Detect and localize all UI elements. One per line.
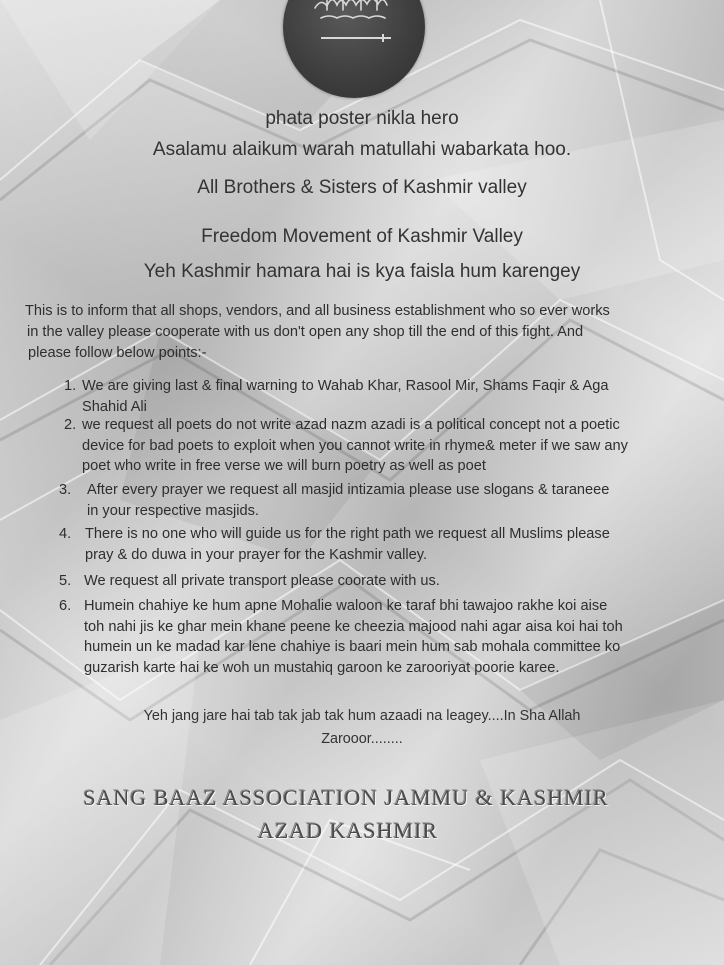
point-1	[64, 376, 608, 417]
point-text: guzarish karte hai ke woh un mustahiq garoon ke zarooriyat poorie karee.	[84, 659, 560, 676]
point-text: humein un ke madad kar lene chahiye is baari mein hum sab mohala committee ko	[84, 639, 621, 655]
point-text: There is no one who will guide us for the right path we request all Muslims please	[85, 526, 610, 542]
closing-prayer	[0, 705, 724, 750]
point-number: 6.	[59, 598, 72, 614]
point-number: 4.	[59, 526, 72, 542]
title-phata-poster: phata poster nikla hero	[265, 108, 459, 129]
addressee: All Brothers & Sisters of Kashmir valley	[197, 177, 527, 198]
intro-line: in the valley please cooperate with us don't open any shop till the end of this fight. And	[27, 324, 584, 340]
point-number: 2.	[64, 417, 77, 433]
point-number: 5.	[59, 573, 72, 589]
point-4	[59, 524, 610, 565]
point-text: We are giving last & final warning to Wahab Khar, Rasool Mir, Shams Faqir & Aga	[82, 378, 609, 394]
point-text: toh nahi jis ke ghar mein khane peene ke cheezia majood nahi agar aisa koi hai toh	[84, 618, 623, 635]
point-text: poet who write in free verse we will burn poetry as well as poet	[82, 458, 486, 474]
point-2	[64, 415, 628, 477]
signature-azad-kashmir: AZAD KASHMIR	[257, 818, 439, 843]
point-number: 3.	[59, 482, 72, 498]
greeting: Asalamu alaikum warah matullahi wabarkata hoo.	[152, 139, 572, 160]
intro-line: please follow below points:-	[28, 345, 207, 361]
point-text: We request all private transport please coorate with us.	[84, 573, 440, 589]
point-5	[59, 571, 440, 592]
signature-association: SANG BAAZ ASSOCIATION JAMMU & KASHMIR	[83, 785, 609, 810]
sword-and-script-emblem	[283, 0, 425, 98]
intro-paragraph	[25, 301, 705, 364]
point-number: 1.	[64, 378, 77, 394]
point-text: pray & do duwa in your prayer for the Kashmir valley.	[85, 546, 428, 563]
point-3	[59, 480, 609, 521]
closing-line: Zarooor........	[321, 731, 403, 747]
intro-line: This is to inform that all shops, vendors, and all business establishment who so ever works	[25, 303, 610, 319]
closing-line: Yeh jang jare hai tab tak jab tak hum azaadi na leagey....In Sha Allah	[143, 708, 581, 724]
point-6	[59, 596, 623, 678]
point-text: After every prayer we request all masjid intizamia please use slogans & taraneee	[87, 482, 610, 498]
point-text: in your respective masjids.	[87, 502, 259, 519]
slogan: Yeh Kashmir hamara hai is kya faisla hum karengey	[143, 261, 581, 282]
point-text: we request all poets do not write azad nazm azadi is a political concept not a poetic	[82, 417, 620, 433]
point-text: device for bad poets to exploit when you cannot write in rhyme& meter if we saw any	[82, 437, 628, 454]
movement-title: Freedom Movement of Kashmir Valley	[201, 226, 523, 247]
shahada-flag-seal	[283, 0, 425, 98]
point-text: Shahid Ali	[82, 398, 147, 415]
point-text: Humein chahiye ke hum apne Mohalie waloon ke taraf bhi tawajoo rakhe koi aise	[84, 598, 608, 614]
